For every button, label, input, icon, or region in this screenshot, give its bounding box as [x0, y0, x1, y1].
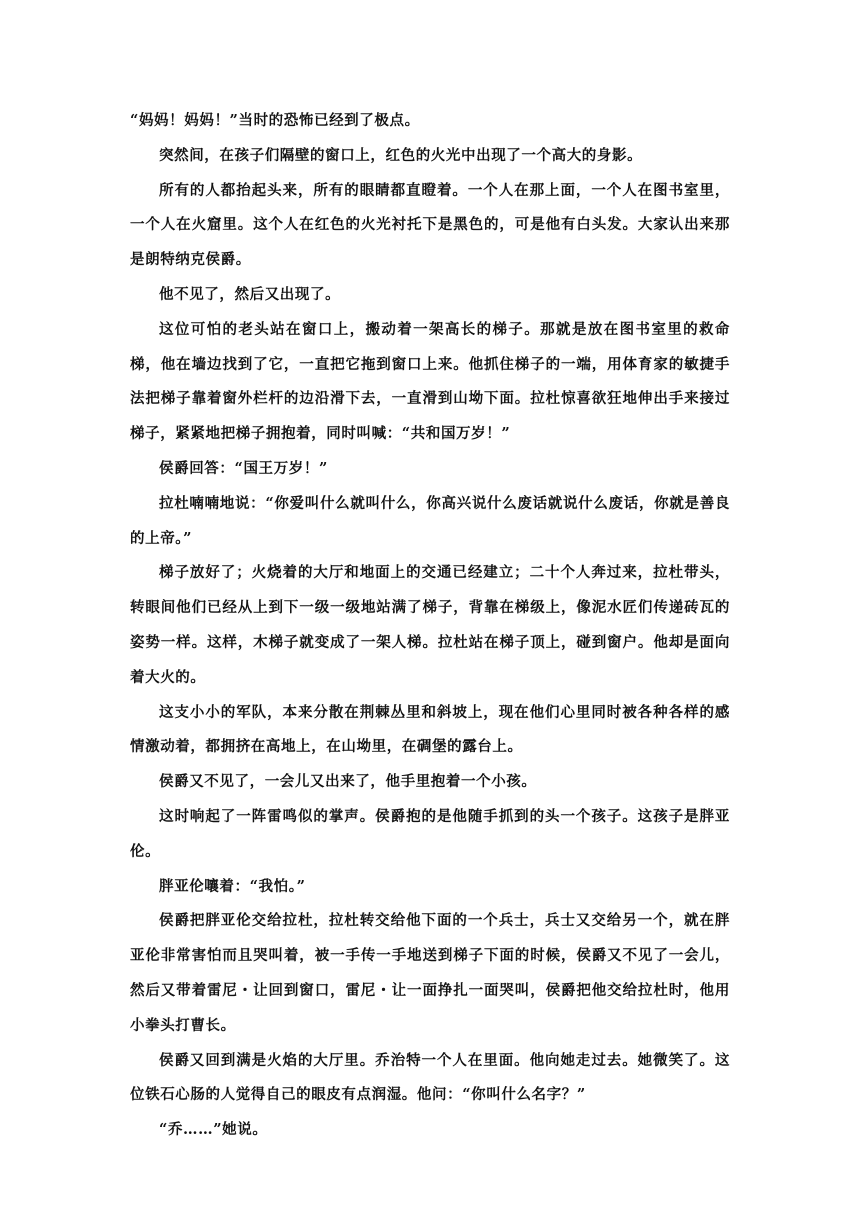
- paragraph-11: 这时响起了一阵雷鸣似的掌声。侯爵抱的是他随手抓到的头一个孩子。这孩子是胖亚伦。: [130, 807, 730, 860]
- paragraph-8: 梯子放好了；火烧着的大厅和地面上的交通已经建立；二十个人奔过来，拉杜带头，转眼间他们已经从上到下一级一级地站满了梯子，背靠在梯级上，像泥水匠们传递砖瓦的姿势一样。这样，木梯子就变成了一架人梯。拉杜站在梯子顶上，碰到窗户。他却是面向着大火的。: [130, 564, 730, 686]
- paragraph-9: 这支小小的军队，本来分散在荆棘丛里和斜坡上，现在他们心里同时被各种各样的感情激动着，都拥挤在高地上，在山坳里，在碉堡的露台上。: [130, 703, 730, 756]
- paragraph-13: 侯爵把胖亚伦交给拉杜，拉杜转交给他下面的一个兵士，兵士又交给另一个，就在胖亚伦非常害怕而且哭叫着，被一手传一手地送到梯子下面的时候，侯爵又不见了一会儿，然后又带着雷尼・让回到窗口，雷尼・让一面挣扎一面哭叫，侯爵把他交给拉杜时，他用小拳头打曹长。: [130, 912, 730, 1034]
- paragraph-3: 所有的人都抬起头来，所有的眼睛都直瞪着。一个人在那上面，一个人在图书室里，一个人在火窟里。这个人在红色的火光衬托下是黑色的，可是他有白头发。大家认出来那是朗特纳克侯爵。: [130, 181, 730, 269]
- paragraph-14: 侯爵又回到满是火焰的大厅里。乔治特一个人在里面。他向她走过去。她微笑了。这位铁石心肠的人觉得自己的眼皮有点润湿。他问：“你叫什么名字？”: [130, 1051, 730, 1104]
- paragraph-10: 侯爵又不见了，一会儿又出来了，他手里抱着一个小孩。: [159, 773, 537, 791]
- paragraph-7: 拉杜喃喃地说：“你爱叫什么就叫什么，你高兴说什么废话就说什么废话，你就是善良的上帝。”: [130, 494, 730, 547]
- paragraph-4: 他不见了，然后又出现了。: [159, 285, 341, 303]
- paragraph-12: 胖亚伦嚷着：“我怕。”: [159, 877, 306, 895]
- paragraph-5: 这位可怕的老头站在窗口上，搬动着一架高长的梯子。那就是放在图书室里的救命梯，他在墙边找到了它，一直把它拖到窗口上来。他抓住梯子的一端，用体育家的敏捷手法把梯子靠着窗外栏杆的边沿滑下去，一直滑到山坳下面。拉杜惊喜欲狂地伸出手来接过梯子，紧紧地把梯子拥抱着，同时叫喊：“共和国万岁！”: [130, 320, 730, 443]
- paragraph-2: 突然间，在孩子们隔壁的窗口上，红色的火光中出现了一个高大的身影。: [159, 146, 643, 164]
- paragraph-1: “妈妈！妈妈！”当时的恐怖已经到了极点。: [130, 112, 420, 129]
- paragraph-15: “乔……”她说。: [159, 1121, 268, 1139]
- document-page: [130, 104, 730, 1148]
- paragraph-6: 侯爵回答：“国王万岁！”: [159, 459, 328, 477]
